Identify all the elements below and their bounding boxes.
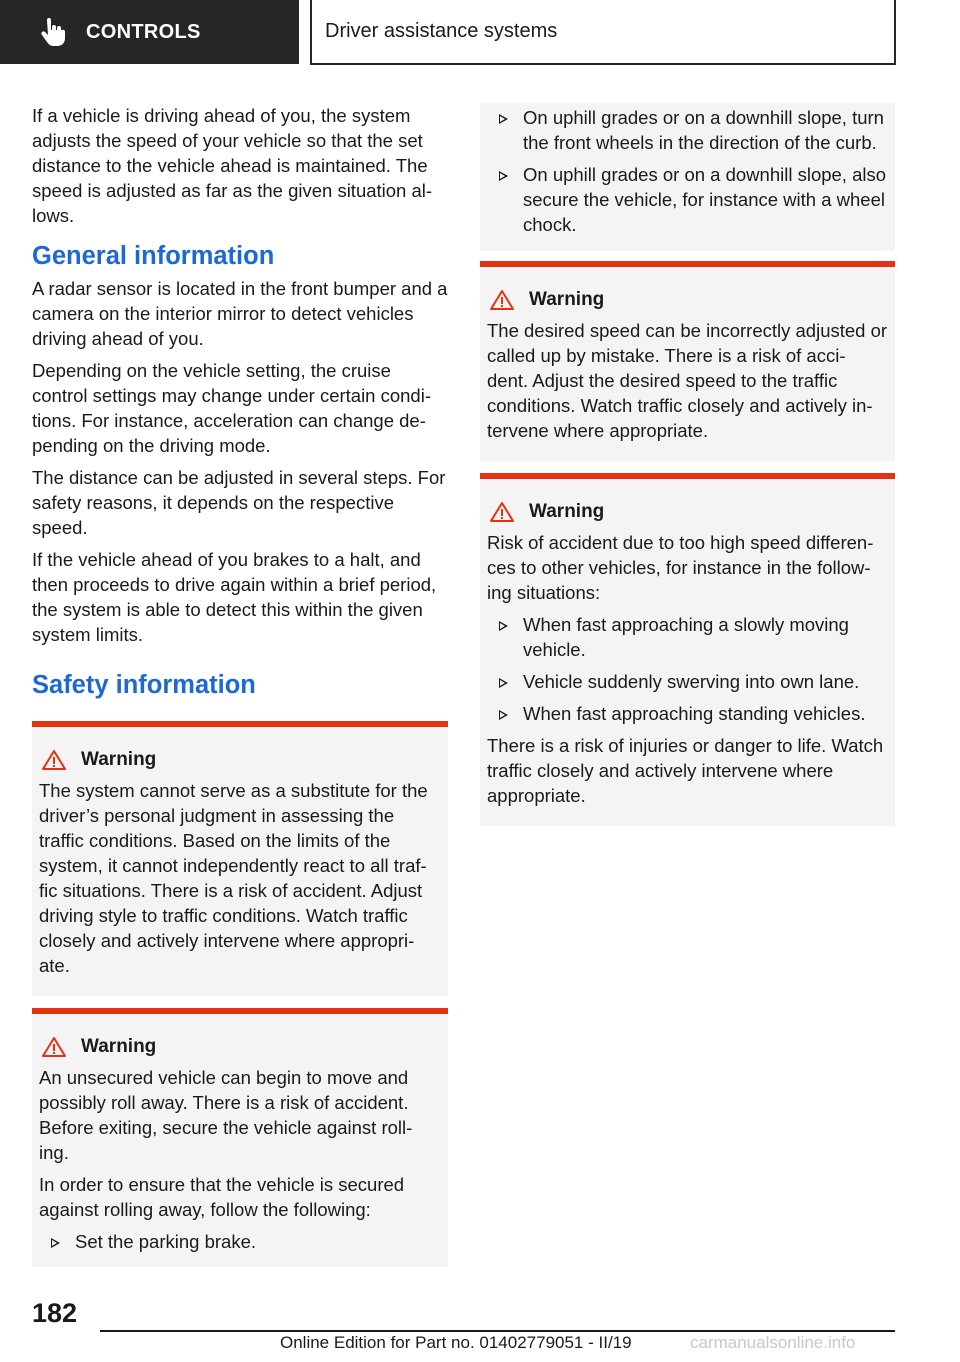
list-item: [487, 669, 888, 694]
general-information-heading: General information: [32, 242, 275, 270]
warning-title-text: Warning: [529, 501, 605, 522]
intro-paragraph: If a vehicle is driving ahead of you, the system adjusts the speed of your vehicle so that the set distance to the vehicle ahead is maintained. The speed is adjusted as far as the given situation al‐ lows.: [32, 105, 433, 226]
right-column: [480, 103, 895, 826]
general-paragraph: Depending on the vehicle setting, the cruise control settings may change under certain condi‐ tions. For instance, acceleration can change de‐ pending on the driving mode.: [32, 360, 431, 456]
warning-title: [39, 747, 441, 772]
warning-title: [487, 287, 888, 312]
warning-title-text: Warning: [81, 1036, 157, 1057]
safety-information-heading: Safety information: [32, 671, 256, 699]
general-paragraph: A radar sensor is located in the front bumper and a camera on the interior mirror to detect vehicles driving ahead of you.: [32, 278, 448, 349]
triangle-bullet-icon: [499, 114, 508, 124]
warning-triangle-icon: [489, 501, 515, 523]
list-item: [487, 162, 888, 237]
list-item-text: When fast approaching standing vehicles.: [523, 703, 866, 724]
left-column: [32, 103, 448, 1267]
list-item-text: When fast approaching a slowly moving vehicle.: [523, 614, 849, 660]
chapter-title: Driver assistance systems: [325, 20, 558, 42]
warning-triangle-icon: [41, 1036, 67, 1058]
warning-text: In order to ensure that the vehicle is secured against rolling away, follow the following:: [39, 1174, 405, 1220]
continued-list-box: [480, 103, 895, 251]
warning-title: [487, 499, 888, 524]
general-paragraph: The distance can be adjusted in several steps. For safety reasons, it depends on the respective speed.: [32, 467, 446, 538]
triangle-bullet-icon: [499, 710, 508, 720]
warning-triangle-icon: [41, 749, 67, 771]
warning-text: There is a risk of injuries or danger to life. Watch traffic closely and actively intervene where appropriate.: [487, 735, 884, 806]
warning-title-text: Warning: [81, 749, 157, 770]
warning-text: An unsecured vehicle can begin to move and possibly roll away. There is a risk of accident. Before exiting, secure the vehicle against roll‐ ing.: [39, 1067, 413, 1163]
list-item: [39, 1229, 441, 1254]
list-item-text: Vehicle suddenly swerving into own lane.: [523, 671, 860, 692]
list-item: [487, 105, 888, 155]
bullet-list: [39, 1229, 441, 1254]
triangle-bullet-icon: [499, 171, 508, 181]
warning-box: [480, 473, 895, 826]
warning-text: Risk of accident due to too high speed differen‐ ces to other vehicles, for instance in the follow‐ ing situations:: [487, 532, 874, 603]
warning-text: The desired speed can be incorrectly adjusted or called up by mistake. There is a risk of acci‐ dent. Adjust the desired speed to the traffic conditions. Watch traffic closely and actively in‐ tervene where appropriate.: [487, 320, 888, 441]
edition-note: Online Edition for Part no. 01402779051 - II/19: [280, 1333, 632, 1352]
list-item-text: On uphill grades or on a downhill slope, also secure the vehicle, for instance with a wheel chock.: [523, 164, 887, 235]
header-section-tab: [0, 0, 299, 64]
warning-box: [32, 721, 448, 996]
triangle-bullet-icon: [499, 621, 508, 631]
hand-pointer-icon: [40, 18, 66, 46]
warning-box: [480, 261, 895, 461]
warning-title-text: Warning: [529, 289, 605, 310]
bullet-list: [487, 612, 888, 726]
triangle-bullet-icon: [51, 1238, 60, 1248]
watermark: carmanualsonline.info: [690, 1333, 856, 1352]
footer-divider: [100, 1330, 895, 1332]
section-label: CONTROLS: [86, 20, 201, 43]
warning-title: [39, 1034, 441, 1059]
list-item-text: On uphill grades or on a downhill slope, turn the front wheels in the direction of the curb.: [523, 107, 884, 153]
warning-box: [32, 1008, 448, 1267]
general-paragraph: If the vehicle ahead of you brakes to a halt, and then proceeds to drive again within a brief period, the system is able to detect this within the given system limits.: [32, 549, 437, 645]
triangle-bullet-icon: [499, 678, 508, 688]
warning-triangle-icon: [489, 289, 515, 311]
header-chapter: [310, 0, 896, 65]
page-number: 182: [32, 1298, 78, 1328]
list-item: [487, 612, 888, 662]
bullet-list: [487, 105, 888, 237]
list-item: [487, 701, 888, 726]
list-item-text: Set the parking brake.: [75, 1231, 256, 1252]
warning-text: The system cannot serve as a substitute for the driver’s personal judgment in assessing the traffic conditions. Based on the limits of the system, it cannot independently react to all traf‐ fic situations. There is a risk of accident. Adjust driving style to traffic conditions. Watch traffic closely and actively intervene where appropri‐ ate.: [39, 780, 428, 976]
